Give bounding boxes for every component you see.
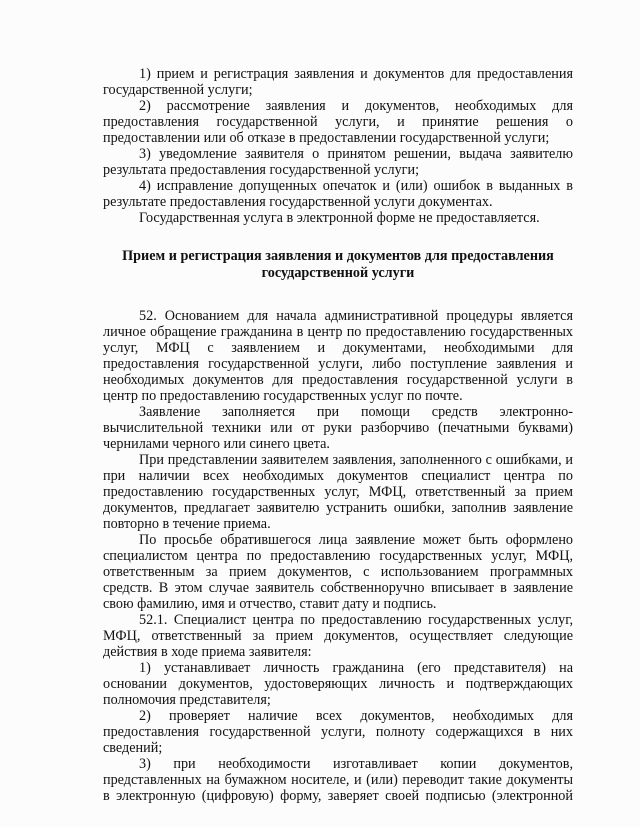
list-item-2: 2) рассмотрение заявления и документов, необходимых для предоставления государственной услуги, и принятие решения о предоставлении или об отказе в предоставлении государственной услуги; xyxy=(103,98,573,146)
list-item-1: 1) прием и регистрация заявления и документов для предоставления государственной услуги; xyxy=(103,66,573,98)
paragraph-specialist-form: По просьбе обратившегося лица заявление может быть оформлено специалистом центра по предоставлению государственных услуг, МФЦ, ответственным за прием документов, с использованием программных средств. В этом случае заявитель собственноручно вписывает в заявление свою фамилию, имя и отчество, ставит дату и подпись. xyxy=(103,532,573,612)
paragraph-application-filling: Заявление заполняется при помощи средств электронно-вычислительной техники или от руки разборчиво (печатными буквами) чернилами черного или синего цвета. xyxy=(103,404,573,452)
action-item-3: 3) при необходимости изготавливает копии документов, представленных на бумажном носителе, и (или) переводит такие документы в электронную (цифровую) форму, заверяет своей подписью (электронной xyxy=(103,756,573,804)
list-item-4: 4) исправление допущенных опечаток и (или) ошибок в выданных в результате предоставления государственной услуги документах. xyxy=(103,178,573,210)
section-heading-line-1: Прием и регистрация заявления и документов для предоставления xyxy=(122,248,554,264)
electronic-form-note: Государственная услуга в электронной форме не предоставляется. xyxy=(139,210,540,226)
paragraph-errors: При представлении заявителем заявления, заполненного с ошибками, и при наличии всех необходимых документов специалист центра по предоставлению государственных услуг, МФЦ, ответственный за прием документов, предлагает заявителю устранить ошибки, заполнив заявление повторно в течение приема. xyxy=(103,452,573,532)
list-item-3: 3) уведомление заявителя о принятом решении, выдача заявителю результата предоставления государственной услуги; xyxy=(103,146,573,178)
action-item-1: 1) устанавливает личность гражданина (его представителя) на основании документов, удостоверяющих личность и подтверждающих полномочия представителя; xyxy=(103,660,573,708)
section-heading-line-2: государственной услуги xyxy=(261,265,415,281)
document-body xyxy=(103,66,573,804)
action-item-2: 2) проверяет наличие всех документов, необходимых для предоставления государственной услуги, полноту содержащихся в них сведений; xyxy=(103,708,573,756)
paragraph-52: 52. Основанием для начала административной процедуры является личное обращение гражданина в центр по предоставлению государственных услуг, МФЦ с заявлением и документами, необходимыми для предоставления государственной услуги, либо поступление заявления и необходимых документов для предоставления государственной услуги в центр по предоставлению государственных услуг по почте. xyxy=(103,308,573,404)
paragraph-52-1: 52.1. Специалист центра по предоставлению государственных услуг, МФЦ, ответственный за прием документов, осуществляет следующие действия в ходе приема заявителя: xyxy=(103,612,573,660)
section-heading xyxy=(103,248,573,282)
